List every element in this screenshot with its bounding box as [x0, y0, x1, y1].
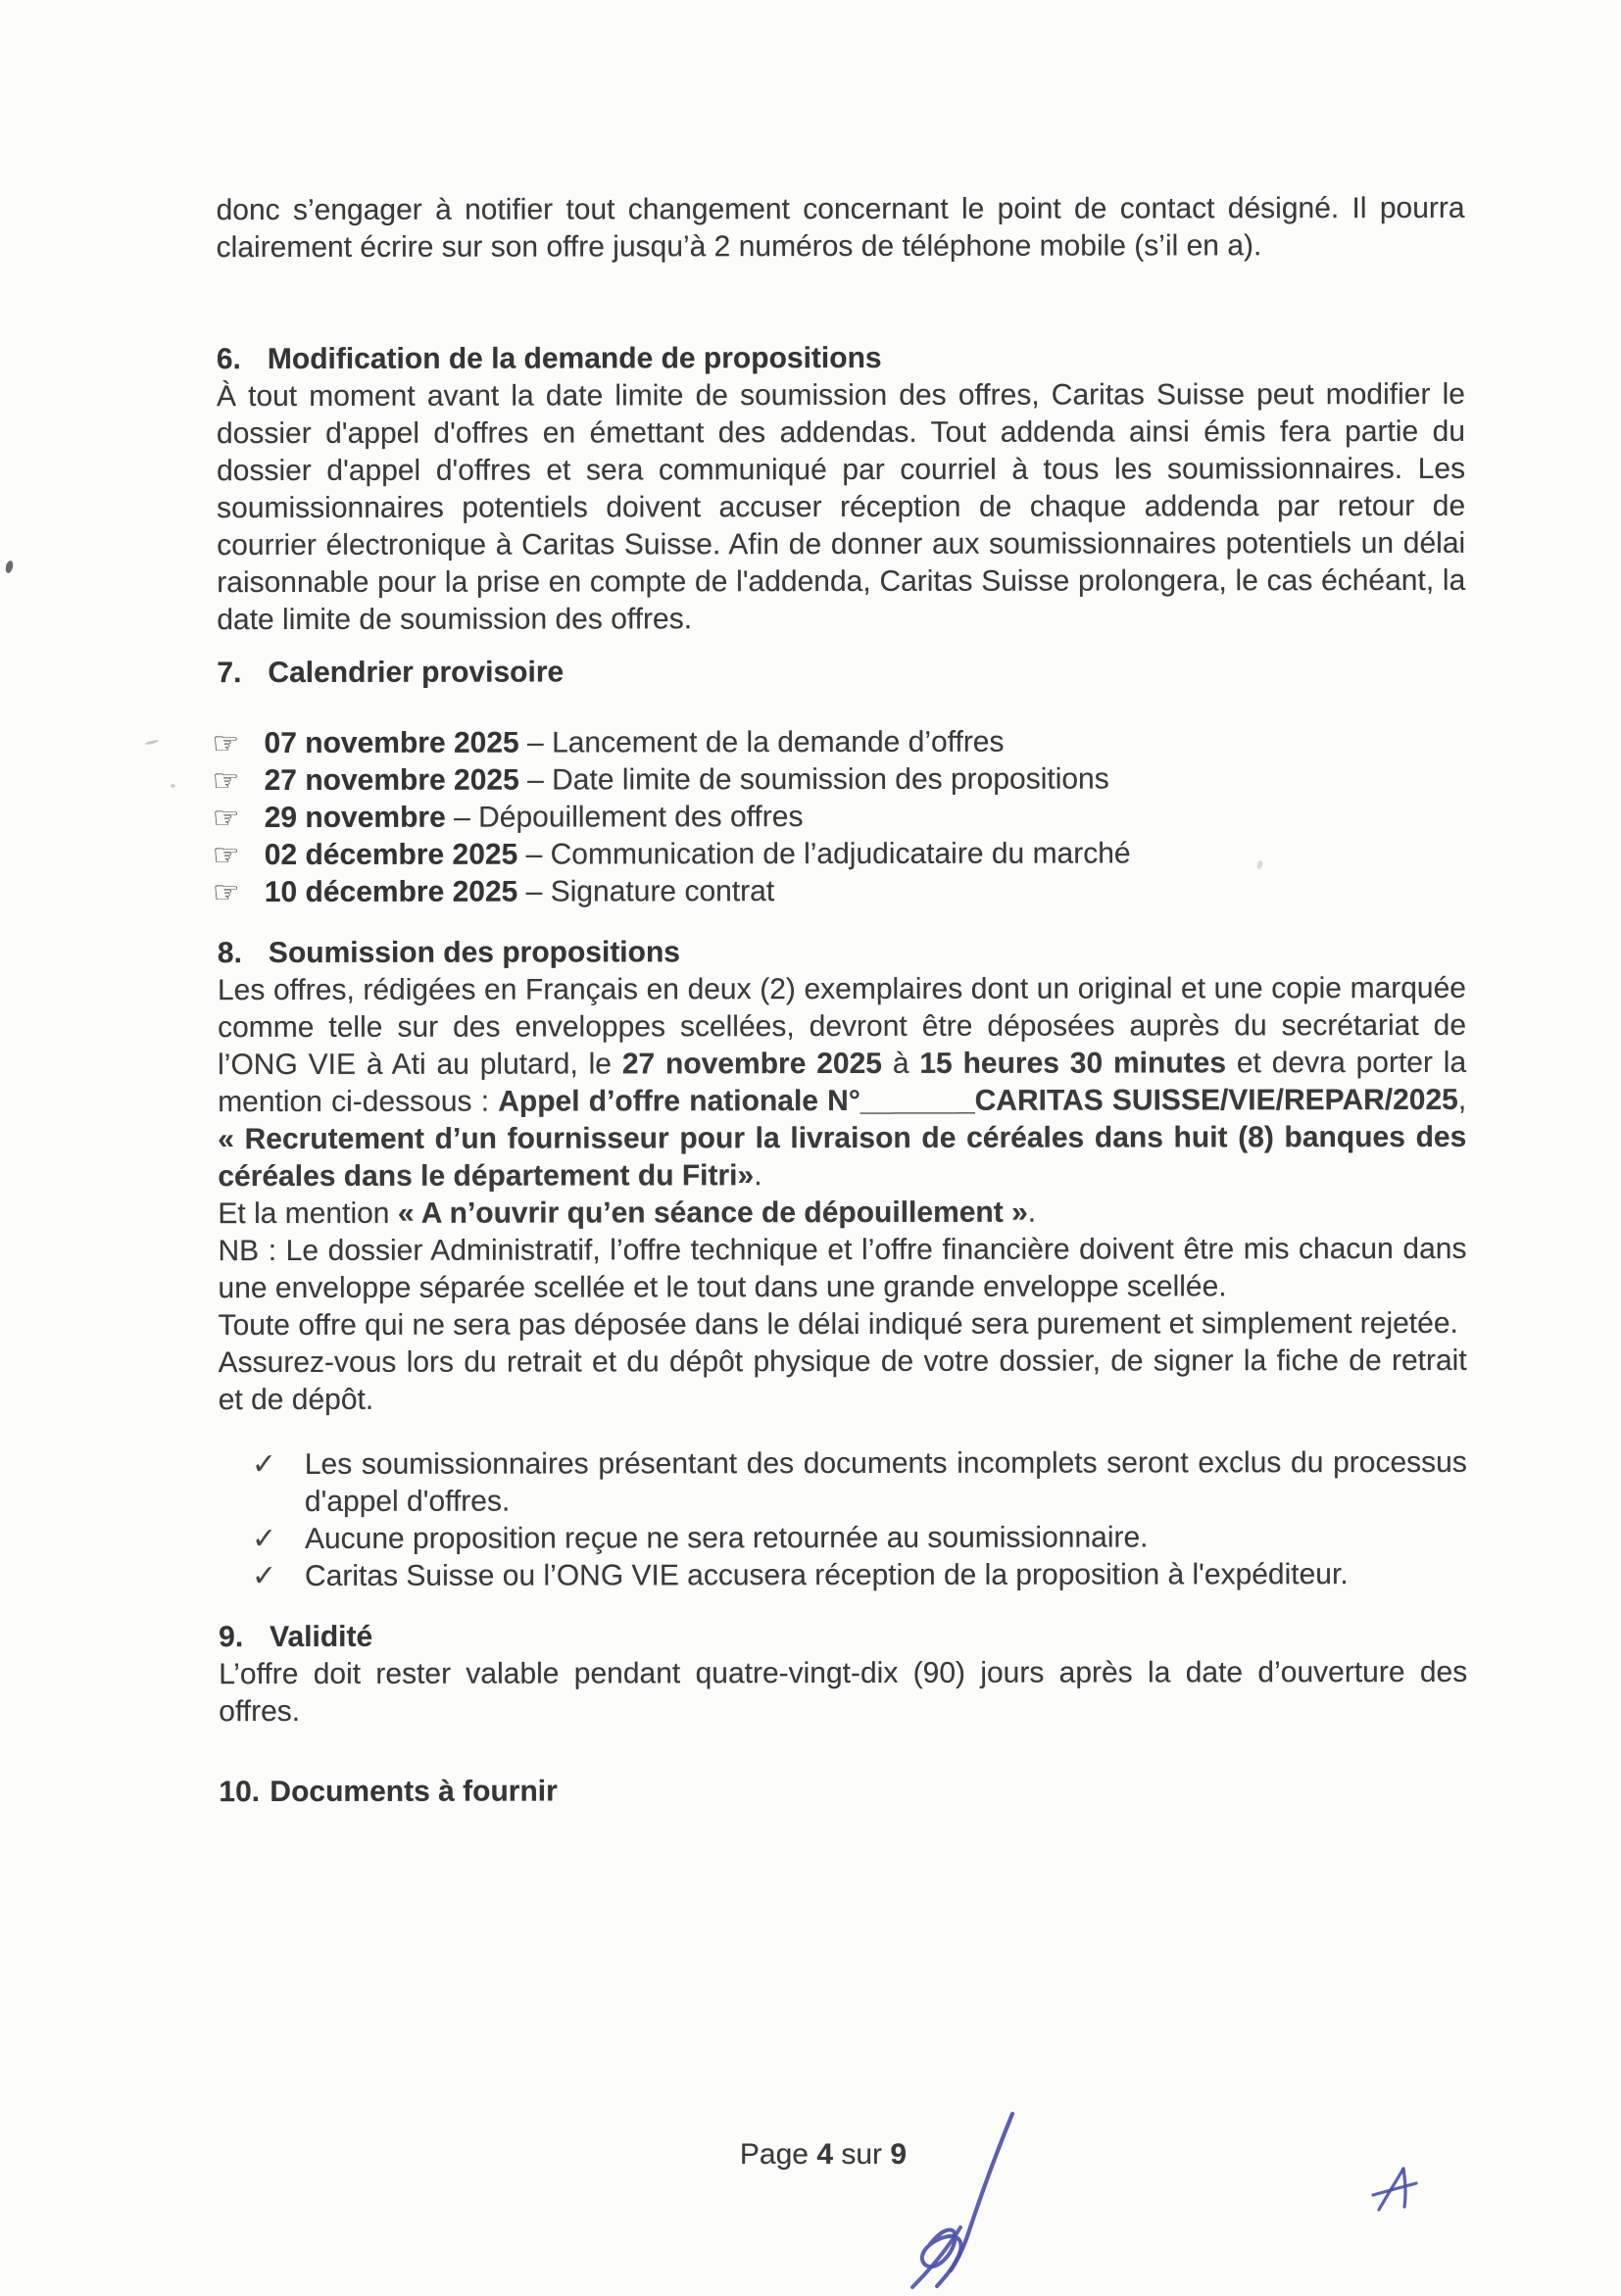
validity-paragraph: L’offre doit rester valable pendant quatre-vingt-dix (90) jours après la date d’ouverture des offres. — [219, 1655, 1468, 1729]
late-offer-paragraph: Toute offre qui ne sera pas déposée dans le délai indiqué sera purement et simplement rejetée. — [218, 1306, 1458, 1343]
tender-object: « Recrutement d’un fournisseur pour la livraison de céréales dans huit (8) banques des céréales dans le département du Fitri» — [218, 1120, 1467, 1194]
calendar-item-date: 29 novembre — [264, 801, 446, 835]
deadline-date: 27 novembre 2025 — [621, 1047, 883, 1081]
calendar-item-date: 02 décembre 2025 — [264, 838, 518, 872]
checkmark-icon: ✓ — [251, 1560, 277, 1593]
footer-text: sur — [833, 2138, 891, 2171]
calendar-item-date: 27 novembre 2025 — [264, 763, 519, 798]
page-number: 4 — [816, 2138, 834, 2171]
section-7-title: Calendrier provisoire — [268, 656, 565, 690]
section-10-title: Documents à fournir — [270, 1775, 558, 1809]
section-6-paragraph: À tout moment avant la date limite de soumission des offres, Caritas Suisse peut modifier le dossier d'appel d'offres en émettant des addendas. Tout addenda ainsi émis fera partie du dossier d'appel d'offres et sera communiqué par courriel à tous les soumissionnaires. Les soumissionnaires potentiels doivent accuser réception de chaque addenda par retour de courrier électronique à Caritas Suisse. Afin de donner aux soumissionnaires potentiels un délai raisonnable pour la prise en compte de l'addenda, Caritas Suisse prolongera, le cas échéant, la date limite de soumission des offres. — [216, 377, 1466, 637]
checklist — [219, 1444, 1467, 1595]
calendar-item-text — [265, 873, 774, 911]
pointing-hand-icon: ☞ — [212, 875, 240, 910]
section-10-number: 10. — [219, 1776, 261, 1809]
checklist-item-text: Les soumissionnaires présentant des documents incomplets seront exclus du processus d'appel d'offres. — [304, 1445, 1467, 1518]
deadline-time: 15 heures 30 minutes — [919, 1047, 1227, 1080]
footer-text: Page — [739, 2138, 817, 2171]
document-page — [212, 190, 1468, 1811]
mention-text: Et la mention — [218, 1197, 398, 1231]
tender-reference: Appel d’offre nationale N°_______CARITAS SUISSE/VIE/REPAR/2025 — [498, 1083, 1458, 1118]
calendar-item-desc: – Lancement de la demande d’offres — [518, 725, 1005, 759]
calendar-item-date: 10 décembre 2025 — [264, 875, 518, 909]
section-9-title: Validité — [270, 1620, 373, 1654]
section-6-title: Modification de la demande de propositions — [267, 341, 882, 376]
calendar-item-desc: – Date limite de soumission des propositions — [518, 762, 1109, 797]
section-8-title: Soumission des propositions — [268, 936, 680, 970]
calendar-item — [212, 872, 1466, 911]
section-8-number: 8. — [217, 937, 242, 970]
calendar-item-text — [265, 799, 804, 837]
nb-paragraph: NB : Le dossier Administratif, l’offre technique et l’offre financière doivent être mis chacun dans une enveloppe séparée scellée et le tout dans une grande enveloppe scellée. — [218, 1232, 1467, 1305]
calendar-item — [212, 798, 1466, 837]
submission-text: . — [754, 1159, 762, 1193]
mention-text: . — [1027, 1196, 1037, 1229]
assure-paragraph: Assurez-vous lors du retrait et du dépôt physique de votre dossier, de signer la fiche de retrait et de dépôt. — [218, 1343, 1467, 1417]
intro-paragraph: donc s’engager à notifier tout changement concernant le point de contact désigné. Il pourra clairement écrire sur son offre jusqu’à 2 numéros de téléphone mobile (s’il en a). — [216, 191, 1465, 265]
scan-artifact — [171, 784, 175, 788]
handwritten-signature — [897, 2109, 1019, 2291]
checklist-item — [219, 1556, 1467, 1595]
calendar-item-desc: – Signature contrat — [517, 875, 775, 908]
checklist-item — [219, 1519, 1467, 1558]
section-9-number: 9. — [219, 1621, 244, 1654]
section-7-number: 7. — [217, 657, 242, 690]
scan-artifact — [5, 560, 15, 573]
checklist-item-text: Caritas Suisse ou l’ONG VIE accusera réception de la proposition à l'expéditeur. — [304, 1558, 1349, 1592]
calendar-item — [212, 760, 1466, 800]
calendar-item-desc: – Dépouillement des offres — [445, 801, 804, 834]
calendar-item-text — [265, 724, 1005, 762]
pointing-hand-icon: ☞ — [212, 726, 240, 761]
submission-text: à — [881, 1047, 920, 1080]
calendar-list — [212, 723, 1466, 911]
checkmark-icon: ✓ — [251, 1523, 277, 1556]
checkmark-icon: ✓ — [251, 1448, 276, 1482]
handwritten-initial — [1370, 2164, 1421, 2215]
mention-line — [218, 1194, 1466, 1233]
calendar-item-text — [265, 835, 1131, 874]
submission-paragraph — [218, 970, 1466, 1196]
section-7-heading — [217, 653, 1465, 692]
calendar-item-text — [265, 761, 1109, 801]
calendar-item-desc: – Communication de l’adjudicataire du marché — [517, 837, 1131, 871]
calendar-item-date: 07 novembre 2025 — [264, 726, 519, 760]
submission-text: , — [1457, 1083, 1467, 1116]
total-pages: 9 — [890, 2138, 908, 2171]
section-6-heading — [217, 339, 1465, 378]
mention-quote: « A n’ouvrir qu’en séance de dépouillement » — [397, 1196, 1028, 1230]
checklist-item — [219, 1444, 1467, 1521]
section-10-heading — [219, 1772, 1467, 1811]
section-9-heading — [219, 1617, 1467, 1656]
pointing-hand-icon: ☞ — [212, 838, 240, 873]
submission-text: Les offres, rédigées en Français en deux (2) exemplaires dont un original et une copie marquée comme telle sur des enveloppes scellées, devront être déposées auprès du secrétariat de l’ONG VIE à Ati au plutard, le — [217, 971, 1467, 1082]
pointing-hand-icon: ☞ — [212, 763, 240, 799]
pointing-hand-icon: ☞ — [212, 801, 240, 836]
checklist-item-text: Aucune proposition reçue ne sera retournée au soumissionnaire. — [304, 1521, 1149, 1555]
section-8-heading — [218, 933, 1466, 972]
section-6-number: 6. — [216, 343, 241, 376]
submission-text: et devra porter la mention ci-dessous : — [218, 1046, 1467, 1119]
calendar-item — [212, 835, 1466, 874]
calendar-item — [212, 723, 1466, 762]
scan-artifact — [145, 739, 159, 745]
